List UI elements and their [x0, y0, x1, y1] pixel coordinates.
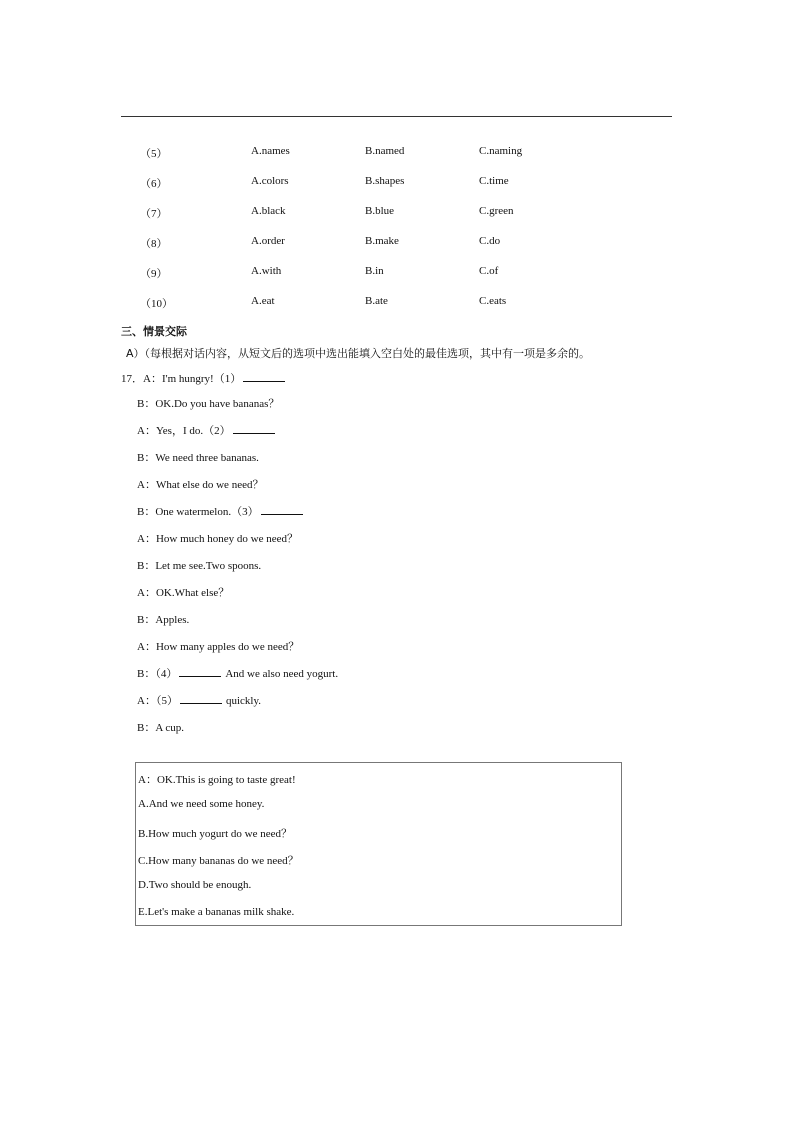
dialogue-line	[137, 638, 299, 654]
choice-item: B.How much yogurt do we need？	[138, 828, 292, 840]
option-number: （8）	[140, 238, 168, 250]
option-number: （7）	[140, 208, 168, 220]
option-b: B.make	[365, 235, 399, 247]
option-row	[0, 175, 792, 191]
option-row	[0, 205, 792, 221]
dialogue-line	[137, 476, 263, 492]
dialogue-text: B：We need three bananas.	[137, 452, 259, 464]
option-c: C.green	[479, 205, 514, 217]
dialogue-text: B：Let me see.Two spoons.	[137, 560, 262, 572]
option-a: A.black	[251, 205, 286, 217]
option-c: C.time	[479, 175, 509, 187]
choice-item: A：OK.This is going to taste great!	[138, 774, 296, 786]
dialogue-text: A：What else do we need？	[137, 479, 264, 491]
header-rule	[121, 116, 672, 117]
option-row	[0, 295, 792, 311]
option-b: B.named	[365, 145, 405, 157]
dialogue-line	[137, 665, 338, 681]
option-row	[0, 145, 792, 161]
option-a: A.names	[251, 145, 290, 157]
choices-box	[135, 762, 622, 926]
option-a: A.eat	[251, 295, 275, 307]
dialogue-line	[137, 449, 259, 465]
option-number: （10）	[140, 298, 173, 310]
answer-blank-1[interactable]	[243, 370, 285, 382]
option-row	[0, 265, 792, 281]
dialogue-line	[137, 395, 279, 411]
answer-blank-5[interactable]	[180, 692, 222, 704]
option-c: C.of	[479, 265, 499, 277]
option-c: C.naming	[479, 145, 523, 157]
option-b: B.shapes	[365, 175, 405, 187]
dialogue-text: A：Yes，I do.（2）	[137, 425, 231, 437]
choice-item: C.How many bananas do we need？	[138, 855, 299, 867]
option-c: C.eats	[479, 295, 507, 307]
answer-blank-4[interactable]	[179, 665, 221, 677]
choice-item: D.Two should be enough.	[138, 879, 252, 891]
question-number: 17．	[121, 373, 143, 385]
dialogue-text: B：A cup.	[137, 722, 185, 734]
choice-item: E.Let's make a bananas milk shake.	[138, 906, 295, 918]
dialogue-line	[137, 692, 261, 708]
dialogue-text: A：OK.What else？	[137, 587, 230, 599]
answer-blank-2[interactable]	[233, 422, 275, 434]
choice-item: A.And we need some honey.	[138, 798, 265, 810]
dialogue-text: B：（4）	[137, 668, 178, 680]
option-number: （6）	[140, 178, 168, 190]
option-c: C.do	[479, 235, 501, 247]
dialogue-line	[137, 719, 184, 735]
dialogue-line	[137, 530, 298, 546]
option-a: A.colors	[251, 175, 289, 187]
option-a: A.with	[251, 265, 282, 277]
dialogue-line	[137, 557, 261, 573]
dialogue-text: B：One watermelon.（3）	[137, 506, 259, 518]
dialogue-text: A：How many apples do we need？	[137, 641, 300, 653]
option-b: B.in	[365, 265, 384, 277]
dialogue-text: B：OK.Do you have bananas？	[137, 398, 280, 410]
dialogue-text: A：How much honey do we need？	[137, 533, 298, 545]
dialogue-text-after-blank: quickly.	[225, 695, 261, 707]
option-b: B.blue	[365, 205, 395, 217]
dialogue-text: A：（5）	[137, 695, 178, 707]
option-number: （9）	[140, 268, 168, 280]
section-title: 三、情景交际	[121, 325, 187, 338]
answer-blank-3[interactable]	[261, 503, 303, 515]
option-b: B.ate	[365, 295, 388, 307]
dialogue-line	[137, 611, 189, 627]
dialogue-text: B：Apples.	[137, 614, 190, 626]
dialogue-line	[137, 584, 229, 600]
dialogue-text-after-blank: And we also need yogurt.	[225, 668, 339, 680]
dialogue-line	[137, 503, 307, 519]
dialogue-line	[137, 422, 279, 438]
option-row	[0, 235, 792, 251]
option-a: A.order	[251, 235, 285, 247]
section-instruction: A）（每根据对话内容，从短文后的选项中选出能填入空白处的最佳选项，其中有一项是多余的。	[126, 347, 591, 360]
question-first-line	[121, 370, 289, 386]
dialogue-line-1: A：I'm hungry!（1）	[143, 373, 242, 385]
option-number: （5）	[140, 148, 168, 160]
